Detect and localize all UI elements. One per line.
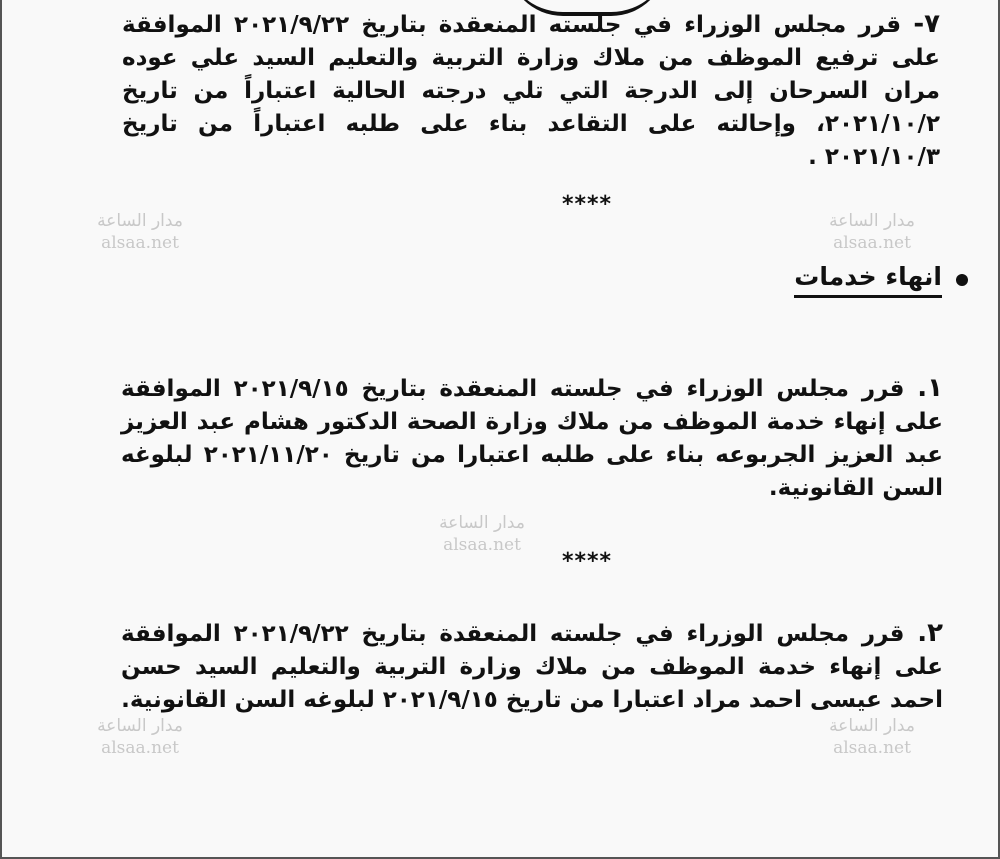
watermark-arabic: مدار الساعة bbox=[97, 211, 183, 231]
watermark bbox=[432, 512, 532, 556]
termination-item-1 bbox=[121, 372, 943, 505]
watermark-latin: alsaa.net bbox=[833, 233, 911, 253]
watermark-arabic: مدار الساعة bbox=[829, 211, 915, 231]
decision-item-7-text: قرر مجلس الوزراء في جلسته المنعقدة بتاريخ ٢٠٢١/٩/٢٢ الموافقة على ترفيع الموظف من ملاك وزارة التربية والتعليم السيد علي عوده مران السرحان إلى الدرجة التي تلي درجته الحالية اعتباراً من تاريخ ٢٠٢١/١٠/٢، وإحالته على التقاعد بناء على طلبه اعتباراً من تاريخ ٢٠٢١/١٠/٣ . bbox=[122, 12, 940, 170]
watermark-arabic: مدار الساعة bbox=[829, 716, 915, 736]
watermark bbox=[822, 210, 922, 254]
bullet-icon bbox=[956, 274, 968, 286]
watermark-arabic: مدار الساعة bbox=[439, 513, 525, 533]
watermark-latin: alsaa.net bbox=[833, 738, 911, 758]
termination-item-2-text: قرر مجلس الوزراء في جلسته المنعقدة بتاريخ ٢٠٢١/٩/٢٢ الموافقة على إنهاء خدمة الموظف من ملاك وزارة التربية والتعليم السيد حسن احمد عيسى احمد مراد اعتبارا من تاريخ ٢٠٢١/٩/١٥ لبلوغه السن القانونية. bbox=[121, 621, 943, 713]
termination-item-2-number: ٢. bbox=[917, 618, 943, 648]
decision-item-7-number: ٧- bbox=[913, 9, 940, 39]
decision-item-7 bbox=[122, 8, 940, 174]
termination-item-1-text: قرر مجلس الوزراء في جلسته المنعقدة بتاريخ ٢٠٢١/٩/١٥ الموافقة على إنهاء خدمة الموظف من ملاك وزارة الصحة الدكتور هشام عبد العزيز عبد العزيز الجربوعه بناء على طلبه اعتبارا من تاريخ ٢٠٢١/١١/٢٠ لبلوغه السن القانونية. bbox=[121, 376, 943, 501]
termination-item-1-number: ١. bbox=[917, 373, 943, 403]
watermark-latin: alsaa.net bbox=[101, 233, 179, 253]
watermark bbox=[90, 210, 190, 254]
watermark bbox=[822, 715, 922, 759]
watermark-latin: alsaa.net bbox=[443, 535, 521, 555]
section-heading bbox=[794, 262, 968, 298]
watermark bbox=[90, 715, 190, 759]
section-heading-text: انهاء خدمات bbox=[794, 262, 942, 298]
watermark-arabic: مدار الساعة bbox=[97, 716, 183, 736]
separator-stars: **** bbox=[562, 549, 613, 574]
separator-stars: **** bbox=[562, 192, 613, 217]
watermark-latin: alsaa.net bbox=[101, 738, 179, 758]
termination-item-2 bbox=[121, 617, 943, 717]
